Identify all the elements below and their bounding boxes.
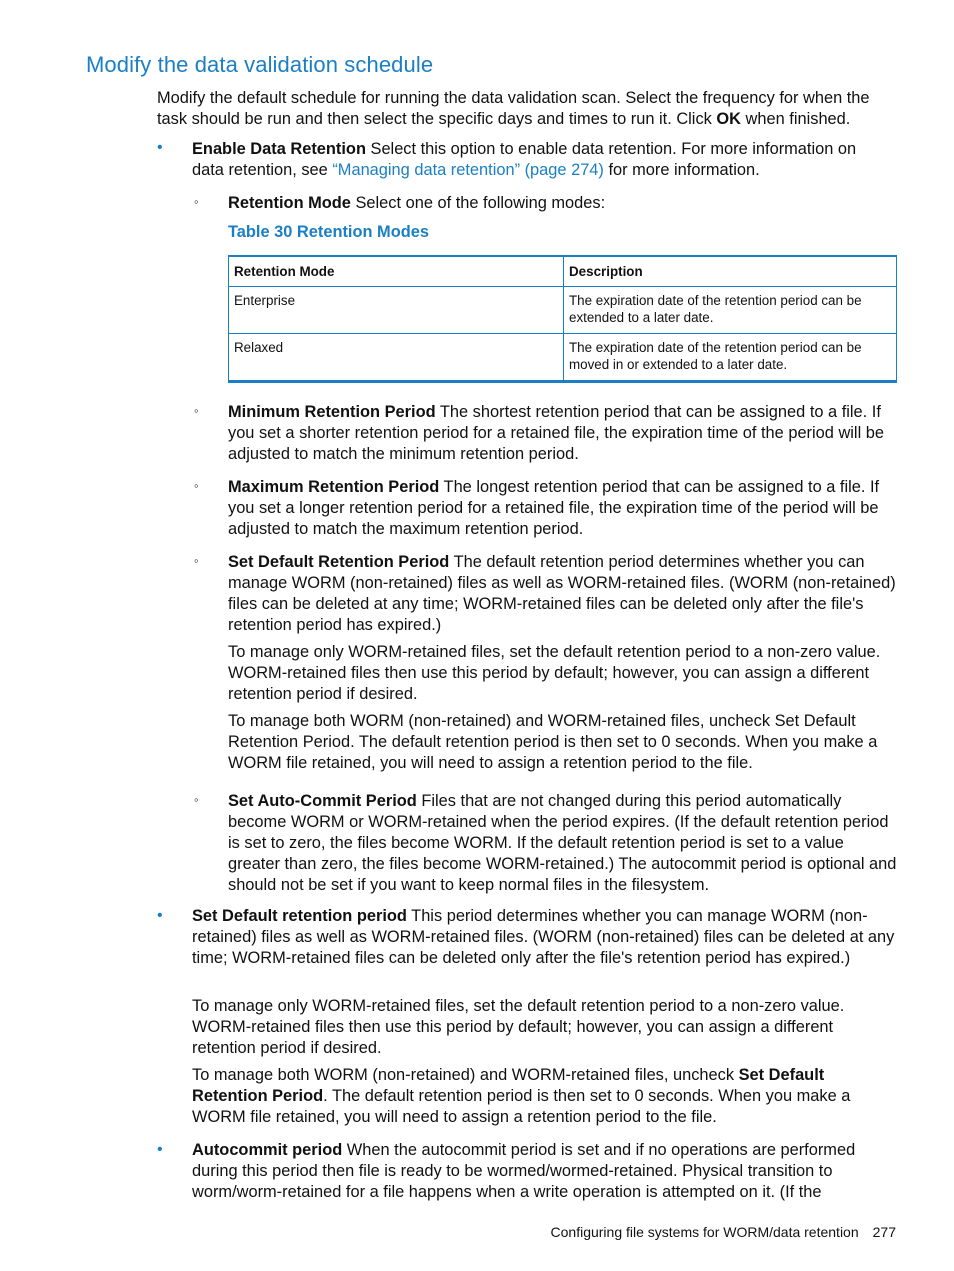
page-number: 277 — [872, 1224, 896, 1240]
max-retention-label: Maximum Retention Period — [228, 478, 440, 496]
set-default-sub-label: Set Default Retention Period — [228, 553, 450, 571]
enable-retention-label: Enable Data Retention — [192, 140, 366, 158]
max-retention-item — [228, 477, 900, 540]
set-default-sub-text: The default retention period determines whether you can manage WORM (non-retained) files as well as WORM-retained files. (WORM (non-retained) files can be deleted at any time; WORM-retained files can be deleted only after the file's retention period has expired.) — [228, 553, 896, 634]
set-default-sub-para3: To manage both WORM (non-retained) and WORM-retained files, uncheck Set Default Retention Period. The default retention period is then set to 0 seconds. When you make a WORM file retained, you will need to assign a retention period to the file. — [228, 712, 878, 772]
bullet-marker: • — [157, 907, 163, 924]
auto-commit-sub-item — [228, 791, 900, 896]
table-header-row — [229, 256, 897, 287]
retention-mode-label: Retention Mode — [228, 194, 351, 212]
set-default-sub-para2: To manage only WORM-retained files, set the default retention period to a non-zero value. WORM-retained files then use this period by default; however, you can assign a different retention period if desired. — [228, 643, 881, 703]
retention-mode-text: Select one of the following modes: — [350, 194, 606, 212]
sub-bullet-marker: ◦ — [194, 403, 199, 418]
para3-bold: Set Default Retention Period — [192, 1066, 825, 1105]
enable-retention-item — [192, 139, 892, 181]
set-default-bullet-para2: To manage only WORM-retained files, set the default retention period to a non-zero value. WORM-retained files then use this period by default; however, you can assign a different retention period if desired. — [192, 997, 845, 1057]
set-default-bullet-label: Set Default retention period — [192, 907, 407, 925]
set-default-bullet-para3 — [192, 1065, 900, 1128]
header-retention-mode: Retention Mode — [229, 256, 564, 287]
para3-text-end: . The default retention period is then set to 0 seconds. When you make a WORM file retained, you will need to assign a retention period to the file. — [192, 1087, 851, 1126]
set-default-sub-item — [228, 552, 900, 636]
sub-bullet-marker: ◦ — [194, 792, 199, 807]
min-retention-label: Minimum Retention Period — [228, 403, 436, 421]
min-retention-text: The shortest retention period that can be assigned to a file. If you set a shorter retention period for a retained file, the expiration time of the period will be adjusted to match the minimum retention period. — [228, 403, 884, 463]
autocommit-bullet-item — [192, 1140, 892, 1203]
footer-section-title: Configuring file systems for WORM/data retention — [550, 1224, 859, 1240]
section-heading: Modify the data validation schedule — [86, 52, 434, 77]
cell-mode: Enterprise — [229, 287, 564, 334]
intro-paragraph — [157, 88, 902, 130]
header-description: Description — [564, 256, 897, 287]
table-row — [229, 334, 897, 382]
autocommit-bullet-label: Autocommit period — [192, 1141, 343, 1159]
set-default-bullet-item — [192, 906, 900, 969]
cell-mode: Relaxed — [229, 334, 564, 382]
table-row — [229, 287, 897, 334]
intro-text: Modify the default schedule for running the data validation scan. Select the frequency for when the task should be run and then select the specific days and times to run it. Click — [157, 89, 870, 128]
sub-bullet-marker: ◦ — [194, 194, 199, 209]
page-footer — [551, 1224, 896, 1240]
table-caption: Table 30 Retention Modes — [228, 223, 429, 241]
sub-bullet-marker: ◦ — [194, 553, 199, 568]
auto-commit-sub-text: Files that are not changed during this period automatically become WORM or WORM-retained when the period expires. (If the default retention period is set to zero, the files become WORM. If the default retention period is set to a value greater than zero, the files become WORM-retained.) The autocommit period is optional and should not be set if you want to keep normal files in the filesystem. — [228, 792, 897, 894]
retention-modes-table — [228, 255, 897, 383]
autocommit-bullet-text: When the autocommit period is set and if no operations are performed during this period then file is ready to be wormed/wormed-retained. Physical transition to worm/worm-retained for a file happens when a write operation is attempted on it. (If the — [192, 1141, 856, 1201]
max-retention-text: The longest retention period that can be assigned to a file. If you set a longer retention period for a retained file, the expiration time of the period will be adjusted to match the maximum retention period. — [228, 478, 880, 538]
set-default-bullet-text: This period determines whether you can manage WORM (non-retained) files as well as WORM-retained files. (WORM (non-retained) files can be deleted at any time; WORM-retained files can be deleted only after the file's retention period has expired.) — [192, 907, 895, 967]
cell-description: The expiration date of the retention period can be moved in or extended to a later date. — [564, 334, 897, 382]
sub-bullet-marker: ◦ — [194, 478, 199, 493]
retention-mode-item — [228, 193, 897, 214]
bullet-marker: • — [157, 1141, 163, 1158]
enable-retention-text: Select this option to enable data retention. For more information on data retention, see — [192, 140, 857, 179]
bullet-marker: • — [157, 139, 163, 156]
min-retention-item — [228, 402, 900, 465]
cell-description: The expiration date of the retention period can be extended to a later date. — [564, 287, 897, 334]
intro-text-end: when finished. — [741, 110, 851, 128]
managing-data-retention-link[interactable]: “Managing data retention” (page 274) — [332, 161, 604, 179]
auto-commit-sub-label: Set Auto-Commit Period — [228, 792, 417, 810]
ok-label: OK — [716, 110, 741, 128]
enable-retention-text-end: for more information. — [603, 161, 760, 179]
para3-text: To manage both WORM (non-retained) and WORM-retained files, uncheck — [192, 1066, 739, 1084]
